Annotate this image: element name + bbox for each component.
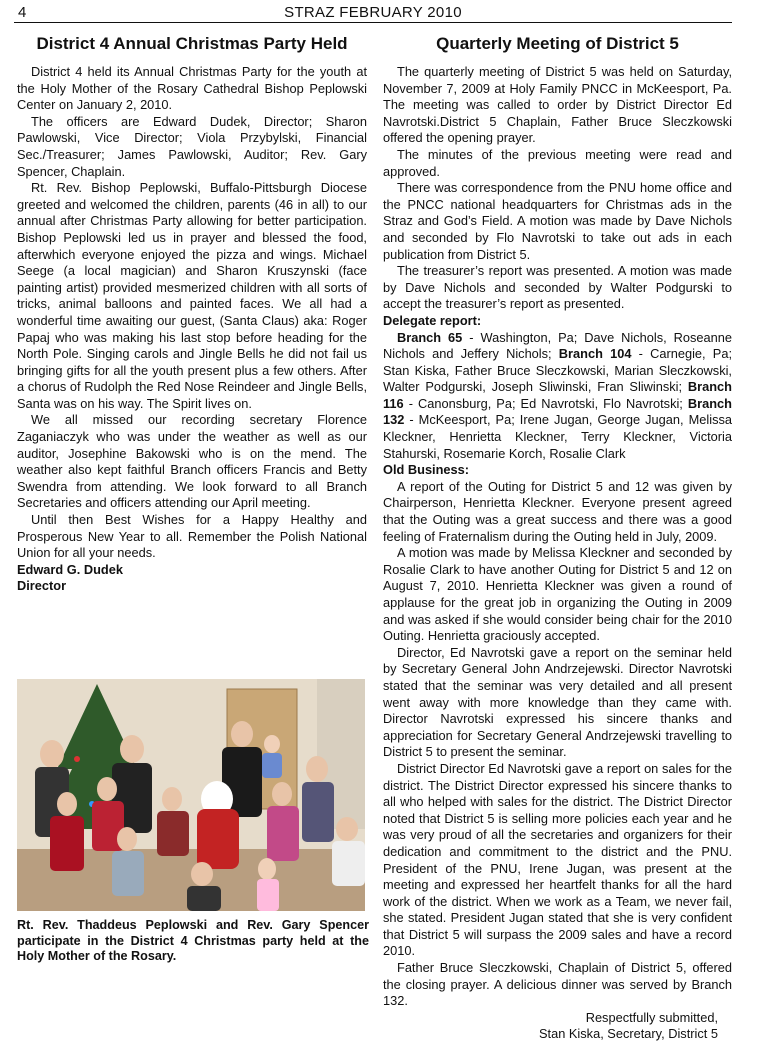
paragraph: District 4 held its Annual Christmas Party for the youth at the Holy Mother of the Rosary Cathedral Bishop Peplowski Center on January 2, 2010. [17,64,367,113]
branch-details: - Washington, Pa; Dave Nichols, Roseanne Nichols and Jeffery Nichols; [383,329,732,362]
branch-details: - McKeesport, Pa; Irene Jugan, George Jugan, Melissa Kleckner, Henrietta Kleckner, Terry Kleckner, Victoria Stahurski, Rosemarie Korch, Rosalie Clark [383,412,732,461]
delegate-report [383,330,732,463]
closing-signature: Stan Kiska, Secretary, District 5 [539,1026,718,1042]
photo-caption: Rt. Rev. Thaddeus Peplowski and Rev. Gary Spencer participate in the District 4 Christmas party held at the Holy Mother of the Rosary. [17,918,369,964]
paragraph: Director, Ed Navrotski gave a report on the seminar held by Secretary General John Andrzejewski. Director Navrotski stated that the seminar was very detailed and all present went away with more knowledge than they came with. Director Navrotski expressed his sincere thanks and appreciation for Secretary General Andrzejewski travelling to District 5 to present the seminar. [383,644,732,760]
page-header [14,4,732,23]
branch-details: - Canonsburg, Pa; Ed Navrotski, Flo Navrotski; [403,395,688,411]
closing [383,1010,732,1043]
branch-label: Branch 104 [558,346,632,362]
branch-details: - Carnegie, Pa; Stan Kiska, Father Bruce Sleczkowski, Marian Sleczkowski, Walter Podgurski, Joseph Sliwinski, Fran Sliwinski; [383,346,732,395]
paragraph: Father Bruce Sleczkowski, Chaplain of District 5, offered the closing prayer. A delicious dinner was served by Branch 132. [383,960,732,1009]
paragraph: A motion was made by Melissa Kleckner and seconded by Rosalie Clark to have another Outing for District 5 and 12 on August 7, 2010. Henrietta Kleckner was given a round of applause for the great job in organizing the Outing in 2009 and was asked if she would consider being chair for the 2010 Outing. Henrietta graciously accepted. [383,545,732,644]
closing-line: Respectfully submitted, [585,1009,718,1025]
christmas-party-photo [17,679,365,911]
branch-label: Branch 65 [397,329,463,345]
masthead: STRAZ FEBRUARY 2010 [284,4,462,21]
branch-label: Branch 116 [383,379,732,411]
article-district-5 [383,34,732,1043]
paragraph: Rt. Rev. Bishop Peplowski, Buffalo-Pittsburgh Diocese greeted and welcomed the children, parents (46 in all) to our annual after Christmas Party allowing for better participation. Bishop Peplowski led us in prayer and blessed the food, afterwhich everyone enjoyed the pizza and wings. Michael Seege (a local magician) and Sharon Kruszynski (face painting artist) provided mesmerized children with all sorts of tricks, animal balloons and painted faces. We all had a wonderful time awaiting our guest, (Santa Claus) aka: Roger Papaj who was making his last stop before heading for the North Pole. Singing carols and Jingle Bells he did not fail us bringing gifts for all the youth present plus a few others. After a chorus of Rudolph the Red Nose Reindeer and Jingle Bells, Santa was on his way. The Spirit lives on. [17,180,367,411]
signature-name: Edward G. Dudek [17,561,123,577]
paragraph: The minutes of the previous meeting were read and approved. [383,146,732,179]
section-heading-delegate-report: Delegate report: [383,312,482,328]
article-title: District 4 Annual Christmas Party Held [36,34,348,53]
paragraph: We all missed our recording secretary Florence Zaganiaczyk who was under the weather as well as our auditor, Josephine Bakowski who is on the mend. The weather also kept faithful Branch officers Francis and Betty Swendra from attending. We look forward to all Branch Secretaries and officers attending our April meeting. [17,412,367,511]
article-title: Quarterly Meeting of District 5 [436,34,679,53]
section-heading-old-business: Old Business: [383,462,470,478]
page-number: 4 [18,4,27,21]
article-district-4 [17,34,367,595]
photo-illustration [17,679,365,911]
branch-label: Branch 132 [383,395,732,428]
paragraph: There was correspondence from the PNU home office and the PNCC national headquarters for Christmas ads in the Straz and God’s Field. A motion was made by Dave Nichols and seconded by Flo Navrotski to take out ads in each publication from District 5. [383,180,732,262]
paragraph: The quarterly meeting of District 5 was held on Saturday, November 7, 2009 at Holy Family PNCC in McKeesport, Pa. The meeting was called to order by District Director Ed Navrotski.District 5 Chaplain, Father Bruce Sleczkowski offered the opening prayer. [383,64,732,146]
paragraph: A report of the Outing for District 5 and 12 was given by Chairperson, Henrietta Kleckner. Everyone present agreed that the Outing was a great success and there was a good feeling of Fraternalism during the Outing held in July, 2009. [383,478,732,544]
signature-title: Director [17,578,67,594]
paragraph: The treasurer’s report was presented. A motion was made by Dave Nichols and seconded by Walter Podgurski to accept the treasurer’s report as presented. [383,263,732,312]
paragraph: District Director Ed Navrotski gave a report on sales for the district. The District Director expressed his sincere thanks to all who helped with sales for the district. The District Director noted that District 5 is selling more policies each year and he was very proud of all the secretaries and organizers for their dedication and commitment to the district and the PNU. President of the PNU, Irene Jugan, was present at the meeting and expressed her heartfelt thanks for all the hard work of the district. When we work as a Team, we never fail, she stated. President Jugan stated that she is very confident that District 5 will surpass the 2009 sales and have a record 2010. [383,760,732,959]
paragraph: The officers are Edward Dudek, Director; Sharon Pawlowski, Vice Director; Viola Przybylski, Financial Sec./Treasurer; James Pawlowski, Auditor; Rev. Gary Spencer, Chaplain. [17,113,367,179]
paragraph: Until then Best Wishes for a Happy Healthy and Prosperous New Year to all. Remember the Polish National Union for all your needs. [17,512,367,561]
